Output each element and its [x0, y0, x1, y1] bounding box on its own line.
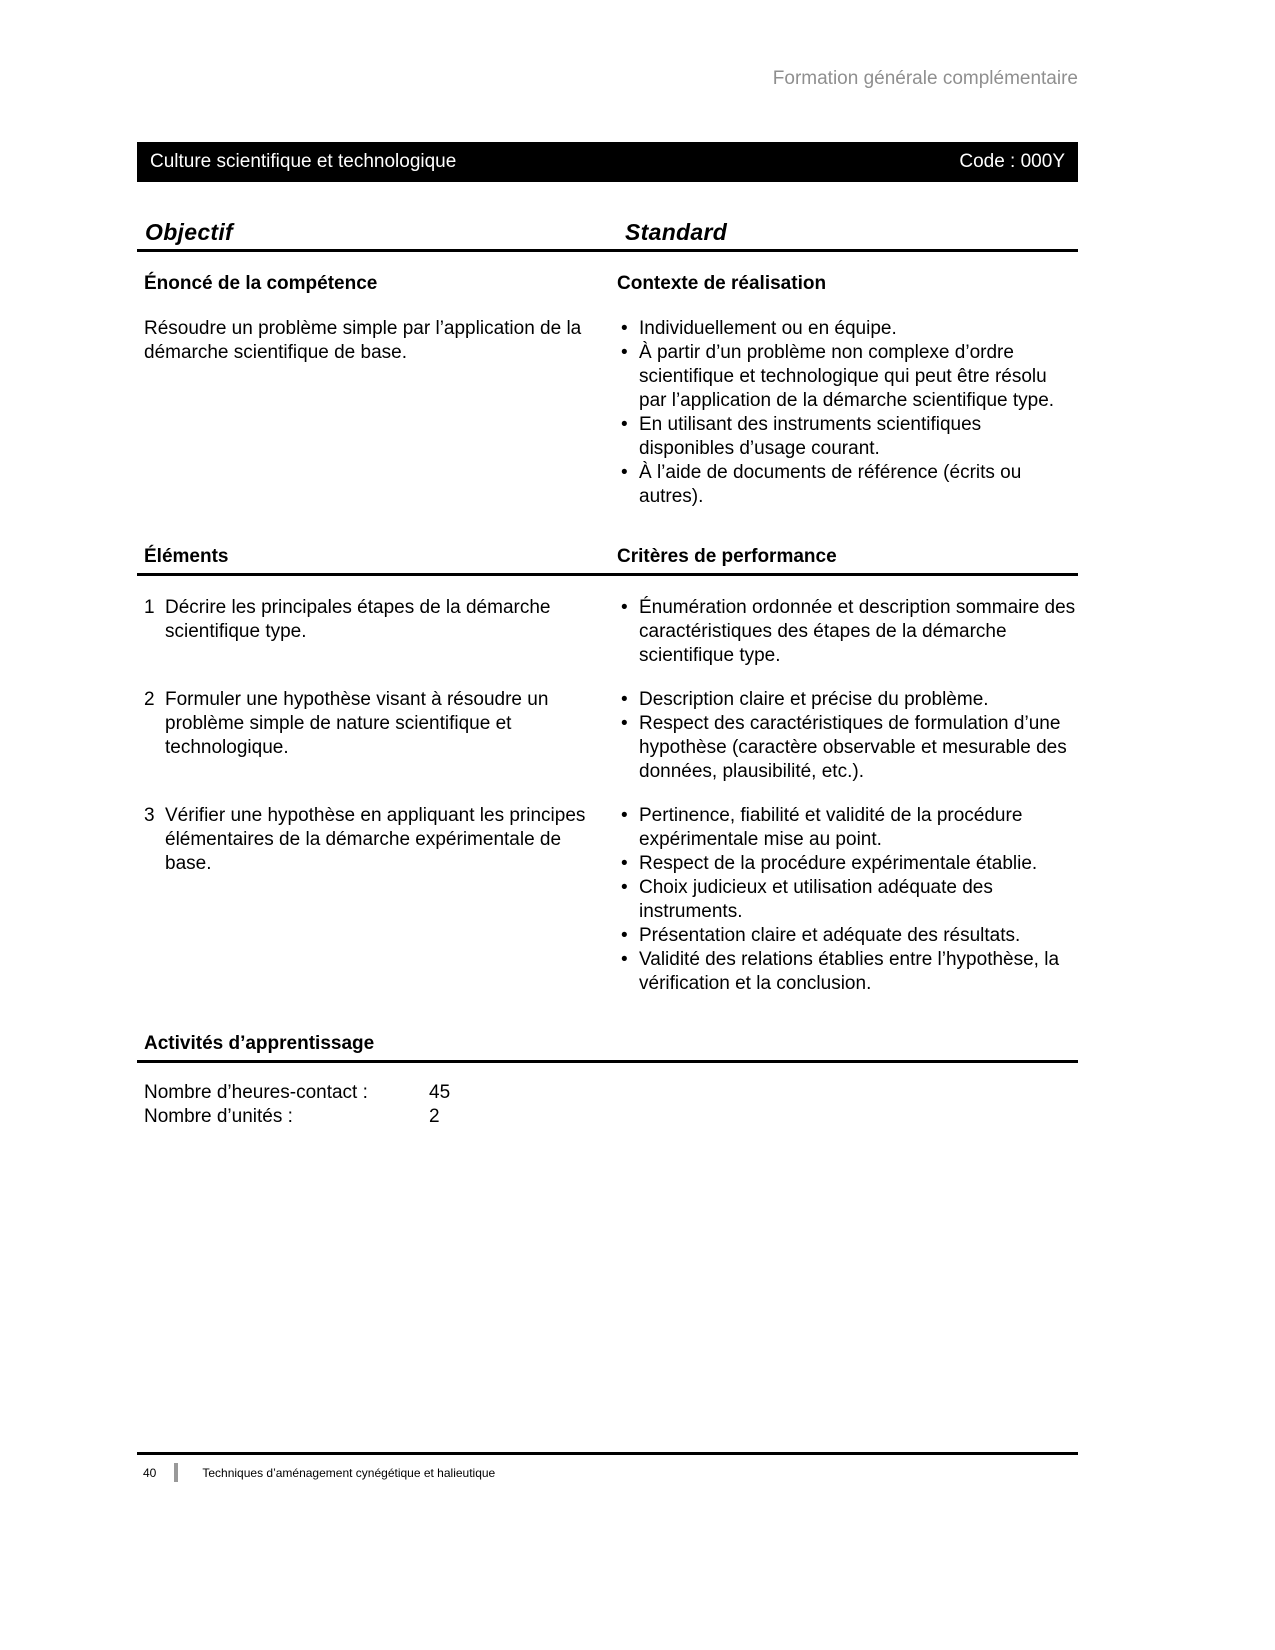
page-content: [137, 0, 1078, 1129]
list-item: • Présentation claire et adéquate des résultats.: [617, 924, 1078, 948]
list-item: • Choix judicieux et utilisation adéquate des instruments.: [617, 876, 1078, 924]
units-value: 2: [429, 1106, 440, 1127]
criteria-group-1: [617, 596, 1078, 668]
list-item: • Individuellement ou en équipe.: [617, 317, 1078, 341]
hours-contact-label: Nombre d’heures-contact :: [144, 1082, 368, 1103]
enonce-text: Résoudre un problème simple par l’application de la démarche scientifique de base.: [144, 318, 582, 363]
competence-context-section: [137, 272, 1078, 509]
element-number: 2: [144, 689, 155, 710]
criteres-heading: Critères de performance: [617, 546, 837, 567]
running-header: Formation générale complémentaire: [772, 68, 1078, 89]
list-item: • Respect des caractéristiques de formulation d’une hypothèse (caractère observable et mesurable des données, plausibilité, etc.).: [617, 712, 1078, 784]
element-number: 3: [144, 805, 155, 826]
list-item: • À l’aide de documents de référence (écrits ou autres).: [617, 461, 1078, 509]
footer-divider: [174, 1463, 178, 1482]
element-item: [137, 688, 592, 784]
contexte-column: [617, 272, 1078, 509]
course-title: Culture scientifique et technologique: [150, 151, 457, 172]
element-number: 1: [144, 597, 155, 618]
units-label: Nombre d’unités :: [144, 1106, 293, 1127]
element-item: [137, 804, 592, 996]
enonce-heading: Énoncé de la compétence: [144, 273, 378, 294]
enonce-column: [137, 272, 592, 509]
list-item: • Validité des relations établies entre l’hypothèse, la vérification et la conclusion.: [617, 948, 1078, 996]
list-item: • En utilisant des instruments scientifiques disponibles d’usage courant.: [617, 413, 1078, 461]
element-row-2: [137, 688, 1078, 784]
list-item: • Description claire et précise du problème.: [617, 688, 1078, 712]
list-item: • Énumération ordonnée et description sommaire des caractéristiques des étapes de la démarche scientifique type.: [617, 596, 1078, 668]
element-row-1: [137, 596, 1078, 668]
contexte-bullet-list: [617, 317, 1078, 509]
elements-criteres-header-row: [137, 545, 1078, 576]
footer-text: Techniques d’aménagement cynégétique et halieutique: [202, 1465, 496, 1480]
element-text: Vérifier une hypothèse en appliquant les principes élémentaires de la démarche expérimentale de base.: [165, 805, 586, 874]
element-text: Décrire les principales étapes de la démarche scientifique type.: [165, 597, 551, 642]
contexte-heading: Contexte de réalisation: [617, 273, 827, 294]
objectif-header: Objectif: [145, 219, 234, 245]
hours-contact-value: 45: [429, 1082, 451, 1103]
list-item: • À partir d’un problème non complexe d’ordre scientifique et technologique qui peut être résolu par l’application de la démarche scientifique type.: [617, 341, 1078, 413]
page-number: 40: [143, 1465, 157, 1480]
list-item: • Respect de la procédure expérimentale établie.: [617, 852, 1078, 876]
element-text: Formuler une hypothèse visant à résoudre un problème simple de nature scientifique et technologique.: [165, 689, 549, 758]
page-footer: [137, 1452, 1078, 1482]
criteria-group-2: [617, 688, 1078, 784]
hours-contact-row: [144, 1081, 1078, 1105]
standard-header: Standard: [625, 219, 728, 245]
footer-content: [137, 1463, 1078, 1482]
element-item: [137, 596, 592, 668]
criteria-group-3: [617, 804, 1078, 996]
element-row-3: [137, 804, 1078, 996]
activites-header-row: [137, 1032, 1078, 1063]
course-banner: [137, 142, 1078, 182]
course-code: Code : 000Y: [959, 151, 1065, 172]
activites-details: [137, 1081, 1078, 1129]
objectif-standard-header-row: [137, 218, 1078, 252]
units-row: [144, 1105, 1078, 1129]
list-item: • Pertinence, fiabilité et validité de la procédure expérimentale mise au point.: [617, 804, 1078, 852]
elements-heading: Éléments: [144, 546, 229, 567]
activites-heading: Activités d’apprentissage: [144, 1033, 375, 1054]
